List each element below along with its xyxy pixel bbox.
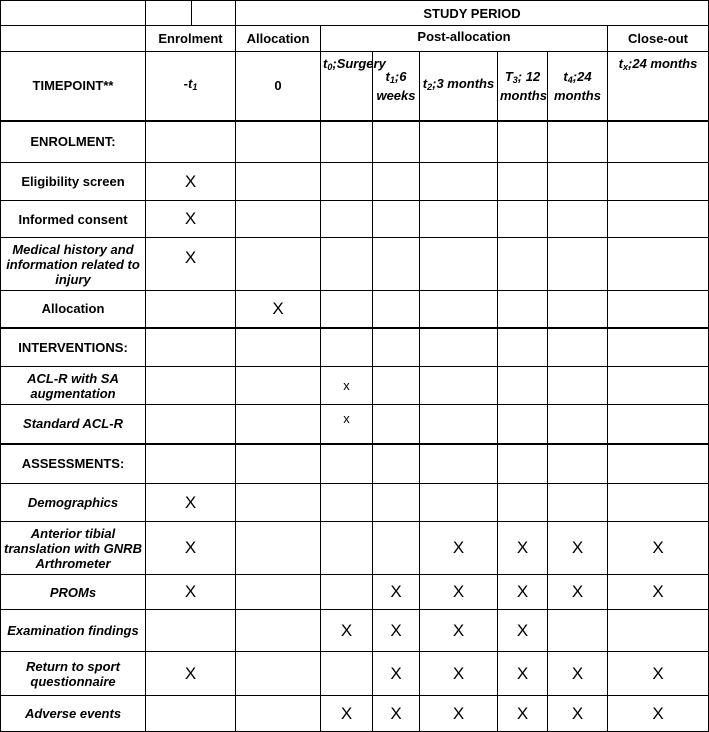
mark-ae-t4: X (548, 696, 608, 732)
cell-empty (373, 163, 420, 201)
cell-empty (498, 328, 548, 367)
cell-empty (236, 652, 321, 696)
mark-ae-t0: X (321, 696, 373, 732)
row-label-consent: Informed consent (1, 201, 146, 238)
post-allocation-phase-header (321, 26, 608, 52)
cell-empty (608, 201, 709, 238)
mark-rts-t2: X (420, 652, 498, 696)
tp-t4-sub: 4 (567, 74, 573, 85)
cell-empty (321, 444, 373, 484)
tp-t3-main: T (504, 68, 513, 84)
mark-tibial-tx: X (608, 522, 709, 575)
tp-tx-rest: ;24 months (628, 56, 698, 71)
timepoint-allocation: 0 (236, 52, 321, 121)
cell-empty (321, 291, 373, 328)
cell-empty (146, 328, 236, 367)
cell-empty (608, 444, 709, 484)
cell-empty (608, 291, 709, 328)
cell-empty (420, 405, 498, 444)
cell-empty (236, 610, 321, 652)
cell-empty (420, 367, 498, 405)
cell-empty (321, 238, 373, 291)
cell-empty (498, 201, 548, 238)
cell-empty (548, 291, 608, 328)
mark-exam-t1: X (373, 610, 420, 652)
mark-proms-t3: X (498, 575, 548, 610)
timepoint-t4 (548, 52, 608, 121)
cell-empty (420, 163, 498, 201)
cell-empty (321, 163, 373, 201)
row-label-eligibility: Eligibility screen (1, 163, 146, 201)
cell-empty (420, 328, 498, 367)
cell-empty (420, 291, 498, 328)
cell-empty (236, 328, 321, 367)
mark-rts-enrolment: X (146, 652, 236, 696)
row-label-proms: PROMs (1, 575, 146, 610)
row-label-return-to-sport: Return to sport questionnaire (1, 652, 146, 696)
cell-empty (146, 291, 236, 328)
mark-ae-t3: X (498, 696, 548, 732)
mark-allocation-allocation: X (236, 291, 321, 328)
cell-empty (321, 328, 373, 367)
post-allocation-label: Post-allocation (417, 29, 511, 44)
close-out-phase-header: Close-out (608, 26, 709, 52)
mark-proms-t4: X (548, 575, 608, 610)
timepoint-enrolment (146, 52, 236, 121)
mark-proms-t2: X (420, 575, 498, 610)
cell-empty (236, 444, 321, 484)
cell-empty (548, 610, 608, 652)
cell-empty (498, 405, 548, 444)
mark-standard-aclr-t0: x (321, 405, 373, 444)
mark-ae-tx: X (608, 696, 709, 732)
tp-t3-sub: 3 (512, 74, 518, 85)
cell-empty (321, 484, 373, 522)
cell-empty (548, 238, 608, 291)
cell-empty (498, 444, 548, 484)
cell-empty (373, 522, 420, 575)
enrolment-phase-header: Enrolment (146, 26, 236, 52)
cell-empty (373, 444, 420, 484)
study-period-header: STUDY PERIOD (236, 1, 709, 26)
cell-empty (373, 238, 420, 291)
cell-empty (373, 291, 420, 328)
cell-empty (146, 444, 236, 484)
mark-tibial-t4: X (548, 522, 608, 575)
cell-empty (498, 121, 548, 163)
mark-tibial-t3: X (498, 522, 548, 575)
tp-t1-main: t (385, 68, 390, 84)
cell-empty (608, 610, 709, 652)
tp-t4-rest: ;24 months (554, 68, 601, 103)
tp-t1-rest: ;6 weeks (376, 68, 416, 103)
cell-empty (498, 291, 548, 328)
section-assessments: ASSESSMENTS: (1, 444, 146, 484)
cell-empty (608, 238, 709, 291)
mark-rts-t3: X (498, 652, 548, 696)
cell-empty (608, 121, 709, 163)
cell-empty (236, 367, 321, 405)
cell-empty (321, 652, 373, 696)
section-enrolment: ENROLMENT: (1, 121, 146, 163)
row-label-adverse-events: Adverse events (1, 696, 146, 732)
cell-empty (146, 610, 236, 652)
blank-split-right (192, 1, 235, 25)
cell-empty (146, 367, 236, 405)
blank-phase-label-cell (1, 26, 146, 52)
mark-tibial-enrolment: X (146, 522, 236, 575)
mark-medical-history-enrolment: X (146, 238, 236, 291)
cell-empty (321, 121, 373, 163)
cell-empty (498, 367, 548, 405)
mark-tibial-t2: X (420, 522, 498, 575)
cell-empty (236, 484, 321, 522)
cell-empty (548, 163, 608, 201)
cell-empty (373, 484, 420, 522)
section-interventions: INTERVENTIONS: (1, 328, 146, 367)
cell-empty (146, 696, 236, 732)
cell-empty (236, 696, 321, 732)
mark-ae-t2: X (420, 696, 498, 732)
enrolment-group-blank-cell (146, 1, 236, 26)
blank-corner-cell (1, 1, 146, 26)
cell-empty (373, 328, 420, 367)
cell-empty (321, 201, 373, 238)
tp-tx-main: t (618, 56, 623, 71)
cell-empty (420, 121, 498, 163)
cell-empty (236, 163, 321, 201)
allocation-phase-header: Allocation (236, 26, 321, 52)
cell-empty (608, 405, 709, 444)
cell-empty (321, 522, 373, 575)
cell-empty (608, 163, 709, 201)
row-label-allocation: Allocation (1, 291, 146, 328)
tp-t0-sub: 0 (327, 62, 333, 72)
tp-t2-rest: ;3 months (432, 76, 495, 92)
row-label-demographics: Demographics (1, 484, 146, 522)
row-label-medical-history: Medical history and information related to injury (1, 238, 146, 291)
cell-empty (236, 121, 321, 163)
mark-rts-tx: X (608, 652, 709, 696)
cell-empty (498, 484, 548, 522)
mark-proms-t1: X (373, 575, 420, 610)
tp-t2-main: t (422, 76, 428, 92)
row-label-tibial-translation: Anterior tibial translation with GNRB Arthrometer (1, 522, 146, 575)
timepoint-t0 (321, 52, 386, 121)
cell-empty (373, 367, 420, 405)
cell-empty (548, 328, 608, 367)
cell-empty (608, 367, 709, 405)
row-label-aclr-sa: ACL-R with SA augmentation (1, 367, 146, 405)
tp-tx-sub: x (623, 62, 629, 72)
mark-rts-t1: X (373, 652, 420, 696)
timepoint-label: TIMEPOINT** (1, 52, 146, 121)
cell-empty (321, 575, 373, 610)
timepoint-t2 (420, 52, 498, 121)
mark-ae-t1: X (373, 696, 420, 732)
cell-empty (420, 238, 498, 291)
cell-empty (236, 575, 321, 610)
cell-empty (420, 484, 498, 522)
cell-empty (548, 201, 608, 238)
row-label-standard-aclr: Standard ACL-R (1, 405, 146, 444)
mark-rts-t4: X (548, 652, 608, 696)
cell-empty (548, 367, 608, 405)
mark-exam-t0: X (321, 610, 373, 652)
cell-empty (608, 328, 709, 367)
mark-aclr-sa-t0: x (321, 367, 373, 405)
mark-exam-t3: X (498, 610, 548, 652)
mark-eligibility-enrolment: X (146, 163, 236, 201)
row-label-examination: Examination findings (1, 610, 146, 652)
tp-t1-sub: 1 (389, 74, 395, 85)
cell-empty (236, 405, 321, 444)
tp-enrol-sub: 1 (192, 82, 198, 93)
tp-t3-rest: ; 12 months (500, 68, 547, 103)
cell-empty (548, 484, 608, 522)
cell-empty (373, 121, 420, 163)
cell-empty (548, 121, 608, 163)
mark-demographics-enrolment: X (146, 484, 236, 522)
cell-empty (498, 163, 548, 201)
tp-t4-main: t (563, 68, 568, 84)
cell-empty (420, 444, 498, 484)
tp-enrol-main: -t (183, 76, 193, 92)
cell-empty (236, 201, 321, 238)
cell-empty (373, 405, 420, 444)
mark-exam-t2: X (420, 610, 498, 652)
tp-t2-sub: 2 (427, 82, 433, 93)
blank-split-left (146, 1, 192, 25)
tp-t0-rest: ;Surgery (332, 56, 386, 71)
cell-empty (146, 405, 236, 444)
timepoint-t3 (498, 52, 548, 121)
cell-empty (548, 444, 608, 484)
cell-empty (236, 238, 321, 291)
mark-proms-enrolment: X (146, 575, 236, 610)
cell-empty (548, 405, 608, 444)
mark-proms-tx: X (608, 575, 709, 610)
cell-empty (608, 484, 709, 522)
cell-empty (236, 522, 321, 575)
cell-empty (373, 201, 420, 238)
cell-empty (146, 121, 236, 163)
tp-t0-main: t (323, 56, 328, 71)
cell-empty (498, 238, 548, 291)
timepoint-tx (608, 52, 709, 121)
cell-empty (420, 201, 498, 238)
blank-split (146, 1, 235, 25)
mark-consent-enrolment: X (146, 201, 236, 238)
